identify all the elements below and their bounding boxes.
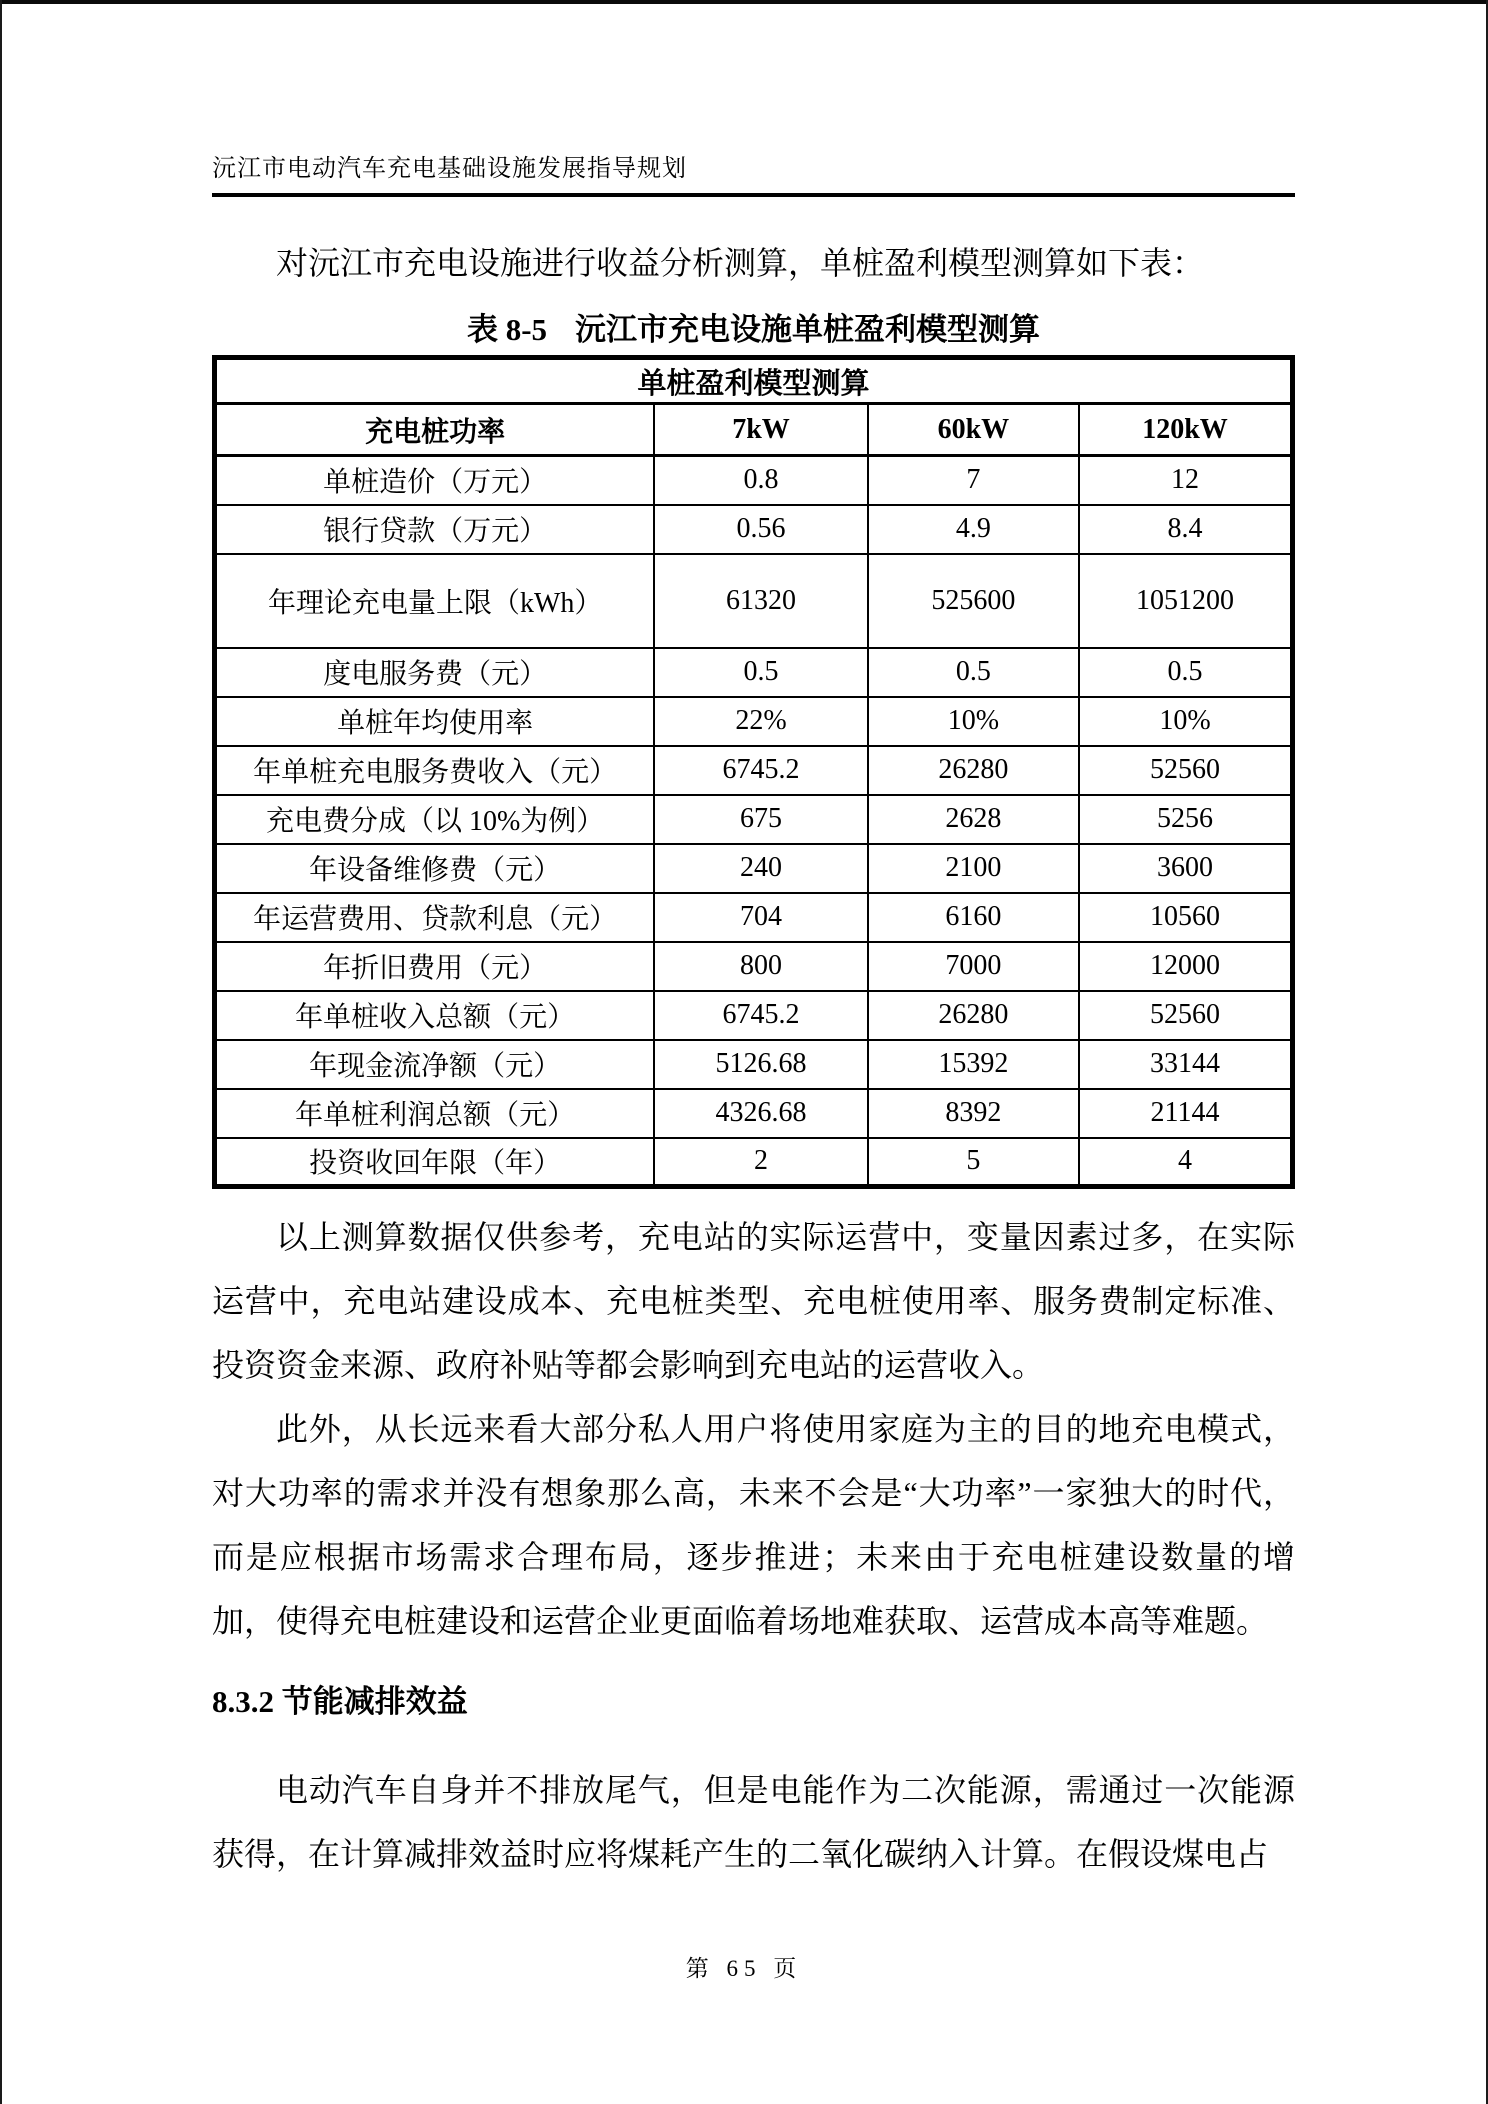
- cell-value: 240: [654, 844, 867, 893]
- column-header: 7kW: [654, 404, 867, 456]
- row-label: 银行贷款（万元）: [215, 505, 655, 554]
- cell-value: 4326.68: [654, 1089, 867, 1138]
- footer-page-number: 第 65 页: [685, 1956, 803, 1981]
- paragraph-outlook: 此外，从长远来看大部分私人用户将使用家庭为主的目的地充电模式，对大功率的需求并没有想象那么高，未来不会是“大功率”一家独大的时代，而是应根据市场需求合理布局，逐步推进；未来由于充电桩建设数量的增加，使得充电桩建设和运营企业更面临着场地难获取、运营成本高等难题。: [212, 1411, 1295, 1639]
- table-header-row: [215, 404, 1293, 456]
- cell-value: 21144: [1079, 1089, 1292, 1138]
- section-heading: 8.3.2 节能减排效益: [212, 1684, 468, 1719]
- table-row: [215, 554, 1293, 648]
- header-rule: [212, 193, 1295, 197]
- cell-value: 2: [654, 1138, 867, 1187]
- cell-value: 2100: [868, 844, 1079, 893]
- scan-edge-left: [0, 0, 2, 2104]
- cell-value: 2628: [868, 795, 1079, 844]
- cell-value: 26280: [868, 991, 1079, 1040]
- table-title-cell: 单桩盈利模型测算: [215, 358, 1293, 404]
- cell-value: 1051200: [1079, 554, 1292, 648]
- cell-value: 10%: [868, 697, 1079, 746]
- column-header: 120kW: [1079, 404, 1292, 456]
- cell-value: 3600: [1079, 844, 1292, 893]
- table-caption-title: 沅江市充电设施单桩盈利模型测算: [575, 312, 1041, 347]
- paragraph-emission: 电动汽车自身并不排放尾气，但是电能作为二次能源，需通过一次能源获得，在计算减排效益时应将煤耗产生的二氧化碳纳入计算。在假设煤电占: [212, 1772, 1295, 1872]
- table-caption-label: 表 8-5: [466, 312, 548, 347]
- table-row: [215, 942, 1293, 991]
- table-caption: [212, 304, 1295, 349]
- cell-value: 4.9: [868, 505, 1079, 554]
- cell-value: 7: [868, 456, 1079, 505]
- cell-value: 0.5: [1079, 648, 1292, 697]
- cell-value: 6160: [868, 893, 1079, 942]
- profit-model-table: [212, 355, 1295, 1189]
- paragraph-reference: 以上测算数据仅供参考，充电站的实际运营中，变量因素过多，在实际运营中，充电站建设成本、充电桩类型、充电桩使用率、服务费制定标准、投资资金来源、政府补贴等都会影响到充电站的运营收入。: [212, 1219, 1295, 1383]
- cell-value: 22%: [654, 697, 867, 746]
- table-row: [215, 893, 1293, 942]
- cell-value: 704: [654, 893, 867, 942]
- column-header-label: 充电桩功率: [215, 404, 655, 456]
- row-label: 年现金流净额（元）: [215, 1040, 655, 1089]
- cell-value: 10%: [1079, 697, 1292, 746]
- cell-value: 5256: [1079, 795, 1292, 844]
- cell-value: 0.8: [654, 456, 867, 505]
- row-label: 投资收回年限（年）: [215, 1138, 655, 1187]
- table-row: [215, 795, 1293, 844]
- profit-table-body: [215, 456, 1293, 1187]
- cell-value: 52560: [1079, 746, 1292, 795]
- cell-value: 10560: [1079, 893, 1292, 942]
- row-label: 单桩造价（万元）: [215, 456, 655, 505]
- cell-value: 33144: [1079, 1040, 1292, 1089]
- table-row: [215, 991, 1293, 1040]
- table-row: [215, 456, 1293, 505]
- row-label: 年单桩利润总额（元）: [215, 1089, 655, 1138]
- table-row: [215, 1089, 1293, 1138]
- cell-value: 61320: [654, 554, 867, 648]
- profit-table-wrap: [212, 355, 1295, 1189]
- table-row: [215, 746, 1293, 795]
- cell-value: 0.56: [654, 505, 867, 554]
- cell-value: 6745.2: [654, 991, 867, 1040]
- row-label: 年单桩充电服务费收入（元）: [215, 746, 655, 795]
- cell-value: 7000: [868, 942, 1079, 991]
- cell-value: 15392: [868, 1040, 1079, 1089]
- cell-value: 0.5: [868, 648, 1079, 697]
- cell-value: 12000: [1079, 942, 1292, 991]
- cell-value: 800: [654, 942, 867, 991]
- profit-table-head: [215, 358, 1293, 456]
- row-label: 充电费分成（以 10%为例）: [215, 795, 655, 844]
- row-label: 度电服务费（元）: [215, 648, 655, 697]
- cell-value: 26280: [868, 746, 1079, 795]
- cell-value: 5126.68: [654, 1040, 867, 1089]
- cell-value: 0.5: [654, 648, 867, 697]
- table-row: [215, 648, 1293, 697]
- row-label: 年折旧费用（元）: [215, 942, 655, 991]
- table-row: [215, 697, 1293, 746]
- cell-value: 8.4: [1079, 505, 1292, 554]
- table-row: [215, 844, 1293, 893]
- cell-value: 12: [1079, 456, 1292, 505]
- row-label: 年设备维修费（元）: [215, 844, 655, 893]
- table-row: [215, 1040, 1293, 1089]
- table-row: [215, 505, 1293, 554]
- cell-value: 6745.2: [654, 746, 867, 795]
- row-label: 年理论充电量上限（kWh）: [215, 554, 655, 648]
- cell-value: 525600: [868, 554, 1079, 648]
- intro-paragraph: 对沅江市充电设施进行收益分析测算，单桩盈利模型测算如下表：: [276, 245, 1205, 281]
- table-row: [215, 1138, 1293, 1187]
- row-label: 单桩年均使用率: [215, 697, 655, 746]
- running-header: 沅江市电动汽车充电基础设施发展指导规划: [212, 156, 687, 182]
- row-label: 年运营费用、贷款利息（元）: [215, 893, 655, 942]
- cell-value: 52560: [1079, 991, 1292, 1040]
- scan-edge-top: [0, 0, 1488, 4]
- row-label: 年单桩收入总额（元）: [215, 991, 655, 1040]
- cell-value: 5: [868, 1138, 1079, 1187]
- cell-value: 8392: [868, 1089, 1079, 1138]
- column-header: 60kW: [868, 404, 1079, 456]
- cell-value: 4: [1079, 1138, 1292, 1187]
- cell-value: 675: [654, 795, 867, 844]
- table-title-row: [215, 358, 1293, 404]
